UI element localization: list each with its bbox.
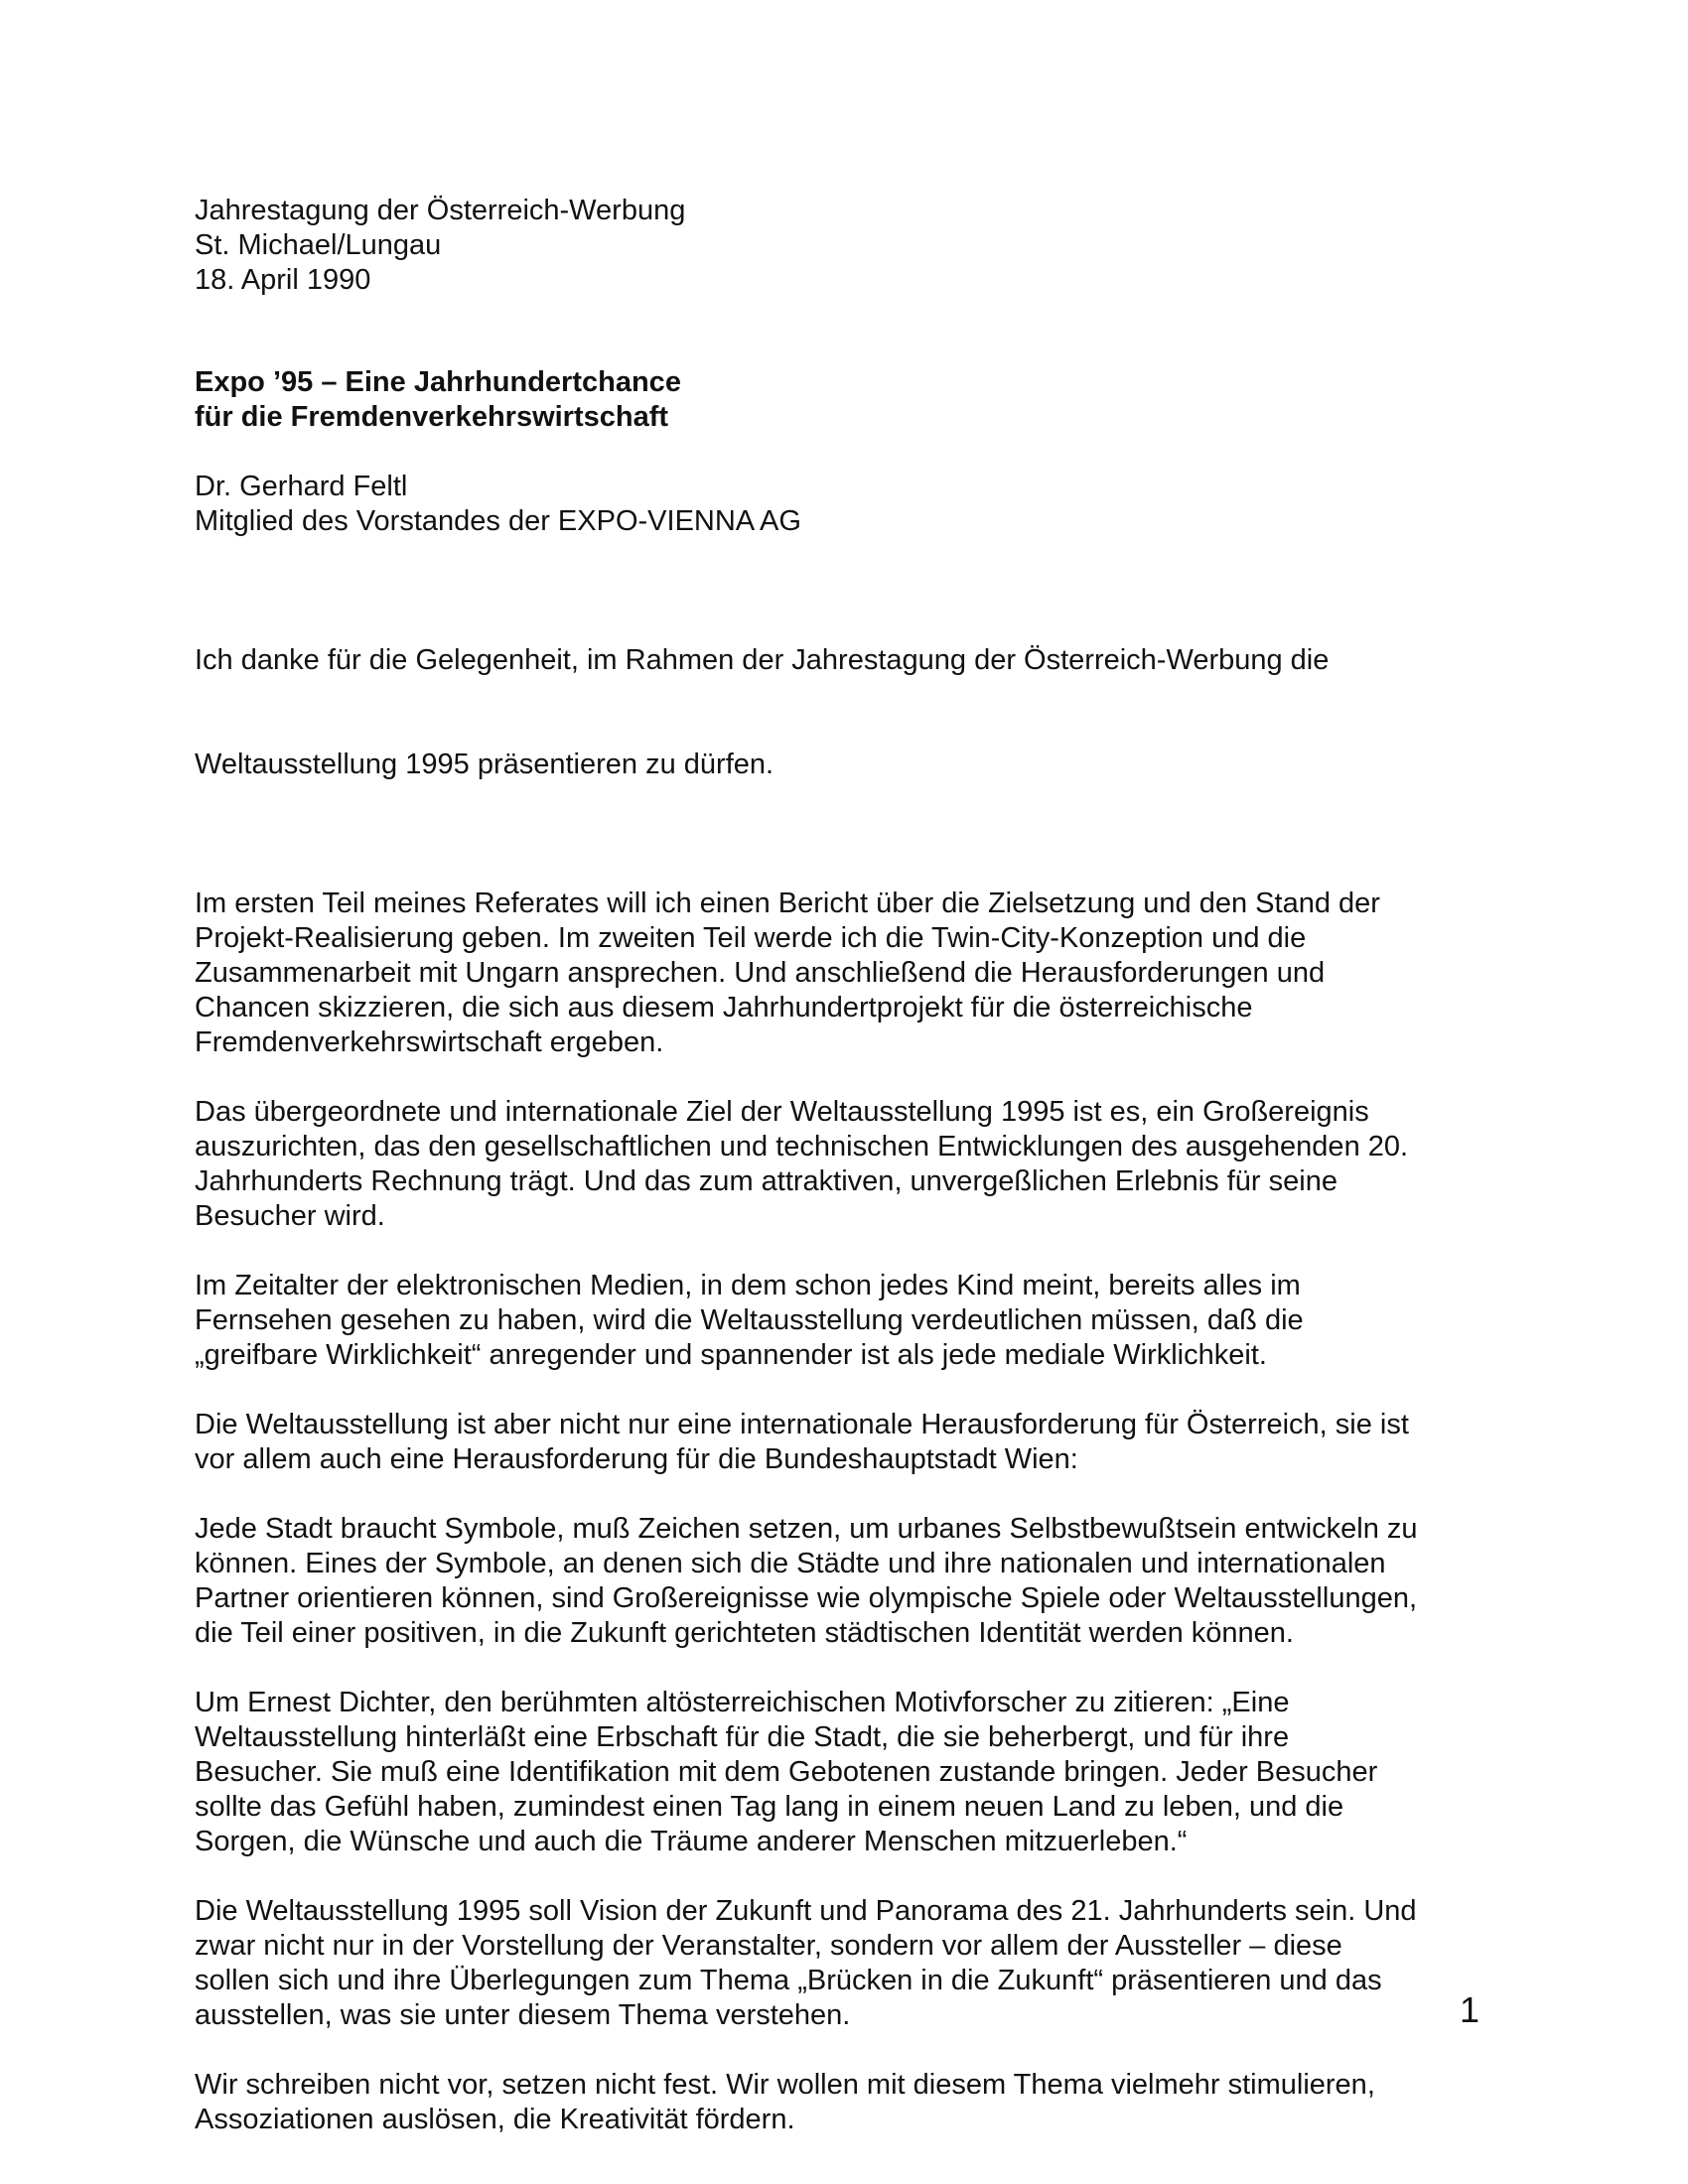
paragraph-line: auszurichten, das den gesellschaftlichen und technischen Entwicklungen des ausgehenden 20. <box>195 1131 1409 1162</box>
paragraph-line: können. Eines der Symbole, an denen sich die Städte und ihre nationalen und internationalen <box>195 1548 1386 1579</box>
paragraph-line: sollen sich und ihre Überlegungen zum Thema „Brücken in die Zukunft“ präsentieren und das <box>195 1965 1382 1996</box>
paragraph-line: Chancen skizzieren, die sich aus diesem Jahrhundertprojekt für die österreichische <box>195 992 1253 1024</box>
paragraph <box>195 1408 1505 1477</box>
paragraph-line: Weltausstellung 1995 präsentieren zu dürfen. <box>195 749 774 780</box>
paragraph-line: Um Ernest Dichter, den berühmten altösterreichischen Motivforscher zu zitieren: „Eine <box>195 1687 1290 1718</box>
page-number: 1 <box>1460 1989 1480 2030</box>
paragraph-line: vor allem auch eine Herausforderung für die Bundeshauptstadt Wien: <box>195 1443 1078 1475</box>
paragraph <box>195 887 1505 1060</box>
paragraph <box>195 2068 1505 2137</box>
paragraph-line: sollte das Gefühl haben, zumindest einen Tag lang in einem neuen Land zu leben, und die <box>195 1791 1344 1823</box>
paragraph-line: die Teil einer positiven, in die Zukunft gerichteten städtischen Identität werden können. <box>195 1617 1294 1649</box>
paragraph-line: Ich danke für die Gelegenheit, im Rahmen der Jahrestagung der Österreich-Werbung die <box>195 644 1330 676</box>
paragraph-line: Besucher wird. <box>195 1200 385 1232</box>
paragraph-line: Die Weltausstellung 1995 soll Vision der Zukunft und Panorama des 21. Jahrhunderts sein. Und <box>195 1895 1417 1927</box>
author-role: Mitglied des Vorstandes der EXPO-VIENNA AG <box>195 505 801 537</box>
paragraph <box>195 574 1505 852</box>
paragraph-line: ausstellen, was sie unter diesem Thema verstehen. <box>195 1999 851 2031</box>
paragraph-line: Assoziationen auslösen, die Kreativität fördern. <box>195 2104 795 2135</box>
event-name: Jahrestagung der Österreich-Werbung <box>195 195 686 226</box>
event-header <box>195 194 1505 298</box>
event-date: 18. April 1990 <box>195 264 371 296</box>
paragraph-line: Das übergeordnete und internationale Ziel der Weltausstellung 1995 ist es, ein Großereignis <box>195 1096 1369 1128</box>
paragraph <box>195 1894 1505 2033</box>
title-line: Expo ’95 – Eine Jahrhundertchance <box>195 366 681 398</box>
paragraph-line: Jede Stadt braucht Symbole, muß Zeichen setzen, um urbanes Selbstbewußtsein entwickeln zu <box>195 1513 1418 1545</box>
paragraph <box>195 1269 1505 1373</box>
paragraph-line: Fernsehen gesehen zu haben, wird die Weltausstellung verdeutlichen müssen, daß die <box>195 1304 1304 1336</box>
paragraph-line: Wir schreiben nicht vor, setzen nicht fest. Wir wollen mit diesem Thema vielmehr stimulieren, <box>195 2069 1375 2101</box>
title-line: für die Fremdenverkehrswirtschaft <box>195 401 669 433</box>
paragraph-line: Jahrhunderts Rechnung trägt. Und das zum attraktiven, unvergeßlichen Erlebnis für seine <box>195 1165 1337 1197</box>
paragraph-line: Zusammenarbeit mit Ungarn ansprechen. Und anschließend die Herausforderungen und <box>195 957 1326 989</box>
document-title <box>195 365 1505 435</box>
paragraph-line: Im Zeitalter der elektronischen Medien, in dem schon jedes Kind meint, bereits alles im <box>195 1270 1301 1301</box>
paragraph-line: Sorgen, die Wünsche und auch die Träume anderer Menschen mitzuerleben.“ <box>195 1826 1188 1857</box>
paragraph-line: Projekt-Realisierung geben. Im zweiten Teil werde ich die Twin-City-Konzeption und die <box>195 922 1307 954</box>
paragraph-line: Besucher. Sie muß eine Identifikation mit dem Gebotenen zustande bringen. Jeder Besucher <box>195 1756 1378 1788</box>
paragraph-line: Die Weltausstellung ist aber nicht nur eine internationale Herausforderung für Österreich, sie ist <box>195 1409 1409 1440</box>
paragraph-line: Weltausstellung hinterläßt eine Erbschaft für die Stadt, die sie beherbergt, und für ihre <box>195 1721 1290 1753</box>
document-body <box>195 194 1505 2137</box>
paragraph-line: „greifbare Wirklichkeit“ anregender und spannender ist als jede mediale Wirklichkeit. <box>195 1339 1267 1371</box>
paragraph <box>195 1095 1505 1234</box>
paragraph-line: Fremdenverkehrswirtschaft ergeben. <box>195 1026 664 1058</box>
paragraph-line: zwar nicht nur in der Vorstellung der Veranstalter, sondern vor allem der Aussteller – diese <box>195 1930 1342 1962</box>
author-block <box>195 470 1505 539</box>
event-location: St. Michael/Lungau <box>195 229 442 261</box>
paragraph-line: Im ersten Teil meines Referates will ich einen Bericht über die Zielsetzung und den Stand der <box>195 887 1380 919</box>
paragraph <box>195 1686 1505 1859</box>
author-name: Dr. Gerhard Feltl <box>195 471 408 502</box>
paragraph <box>195 1512 1505 1651</box>
paragraph-line: Partner orientieren können, sind Großereignisse wie olympische Spiele oder Weltausstellungen, <box>195 1582 1418 1614</box>
